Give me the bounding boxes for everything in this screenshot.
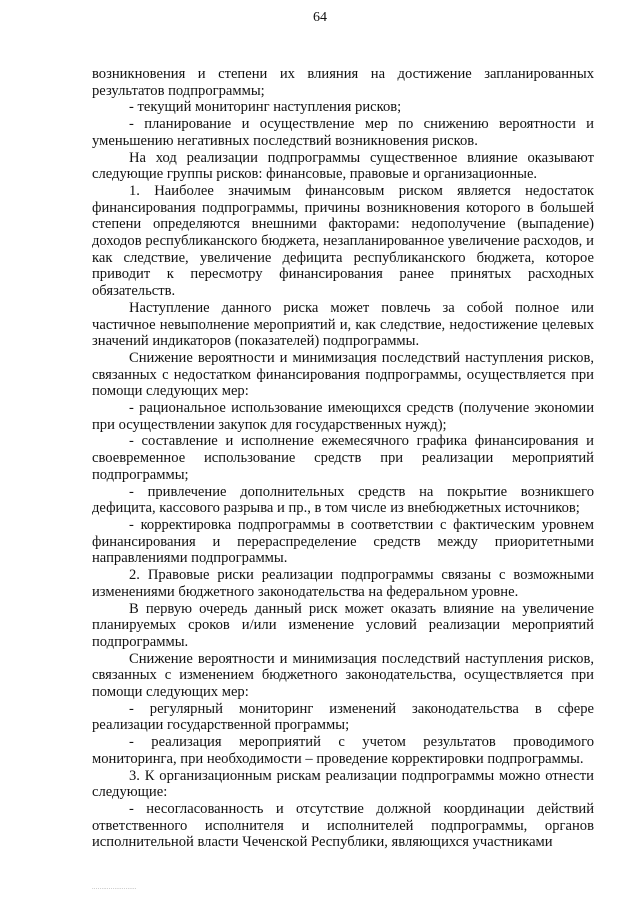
list-item: - рациональное использование имеющихся средств (получение экономии при осуществлении закупок для государственных нужд);: [92, 400, 594, 433]
list-item: - привлечение дополнительных средств на покрытие возникшего дефицита, кассового разрыва и пр., в том числе из внебюджетных источников;: [92, 483, 594, 517]
paragraph: Наступление данного риска может повлечь за собой полное или частичное невыполнение мероприятий и, как следствие, недостижение целевых значений индикаторов (показателей) подпрограммы.: [92, 299, 594, 350]
paragraph: 1. Наиболее значимым финансовым риском является недостаток финансирования подпрограммы, причины возникновения которого в большей степени определяются внешними факторами: недополучение (выпадение) доходов республиканского бюджета, незапланированное увеличение расходов, и как следствие, увеличение дефицита республиканского бюджета, которое приводит к пересмотру финансирования ранее принятых расходных обязательств.: [92, 182, 594, 300]
paragraph: Снижение вероятности и минимизация последствий наступления рисков, связанных с недостатком финансирования подпрограммы, осуществляется при помощи следующих мер:: [92, 349, 594, 400]
paragraph: На ход реализации подпрограммы существенное влияние оказывают следующие группы рисков: финансовые, правовые и организационные.: [92, 149, 594, 183]
list-item: - корректировка подпрограммы в соответствии с фактическим уровнем финансирования и перераспределение средств между приоритетными направлениями подпрограммы.: [92, 516, 594, 567]
list-item: - планирование и осуществление мер по снижению вероятности и уменьшению негативных последствий возникновения рисков.: [92, 116, 594, 149]
paragraph: Снижение вероятности и минимизация последствий наступления рисков, связанных с изменением бюджетного законодательства, осуществляется при помощи следующих мер:: [92, 650, 594, 701]
document-body: [92, 66, 594, 851]
paragraph: 3. К организационным рискам реализации подпрограммы можно отнести следующие:: [92, 767, 594, 801]
list-item: - составление и исполнение ежемесячного графика финансирования и своевременное использование средств при реализации мероприятий подпрограммы;: [92, 433, 594, 483]
list-item: - регулярный мониторинг изменений законодательства в сфере реализации государственной программы;: [92, 700, 594, 734]
footer-mark: ························: [92, 886, 137, 892]
list-item: - несогласованность и отсутствие должной координации действий ответственного исполнителя и исполнителей подпрограммы, органов исполнительной власти Чеченской Республики, являющихся участниками: [92, 800, 594, 851]
list-item: - реализация мероприятий с учетом результатов проводимого мониторинга, при необходимости – проведение корректировки подпрограммы.: [92, 734, 594, 767]
paragraph: возникновения и степени их влияния на достижение запланированных результатов подпрограммы;: [92, 66, 594, 99]
list-item: - текущий мониторинг наступления рисков;: [129, 99, 402, 116]
paragraph: В первую очередь данный риск может оказать влияние на увеличение планируемых сроков и/или изменение условий реализации мероприятий подпрограммы.: [92, 600, 594, 650]
paragraph: 2. Правовые риски реализации подпрограммы связаны с возможными изменениями бюджетного законодательства на федеральном уровне.: [92, 567, 594, 600]
page-number: 64: [313, 10, 327, 25]
